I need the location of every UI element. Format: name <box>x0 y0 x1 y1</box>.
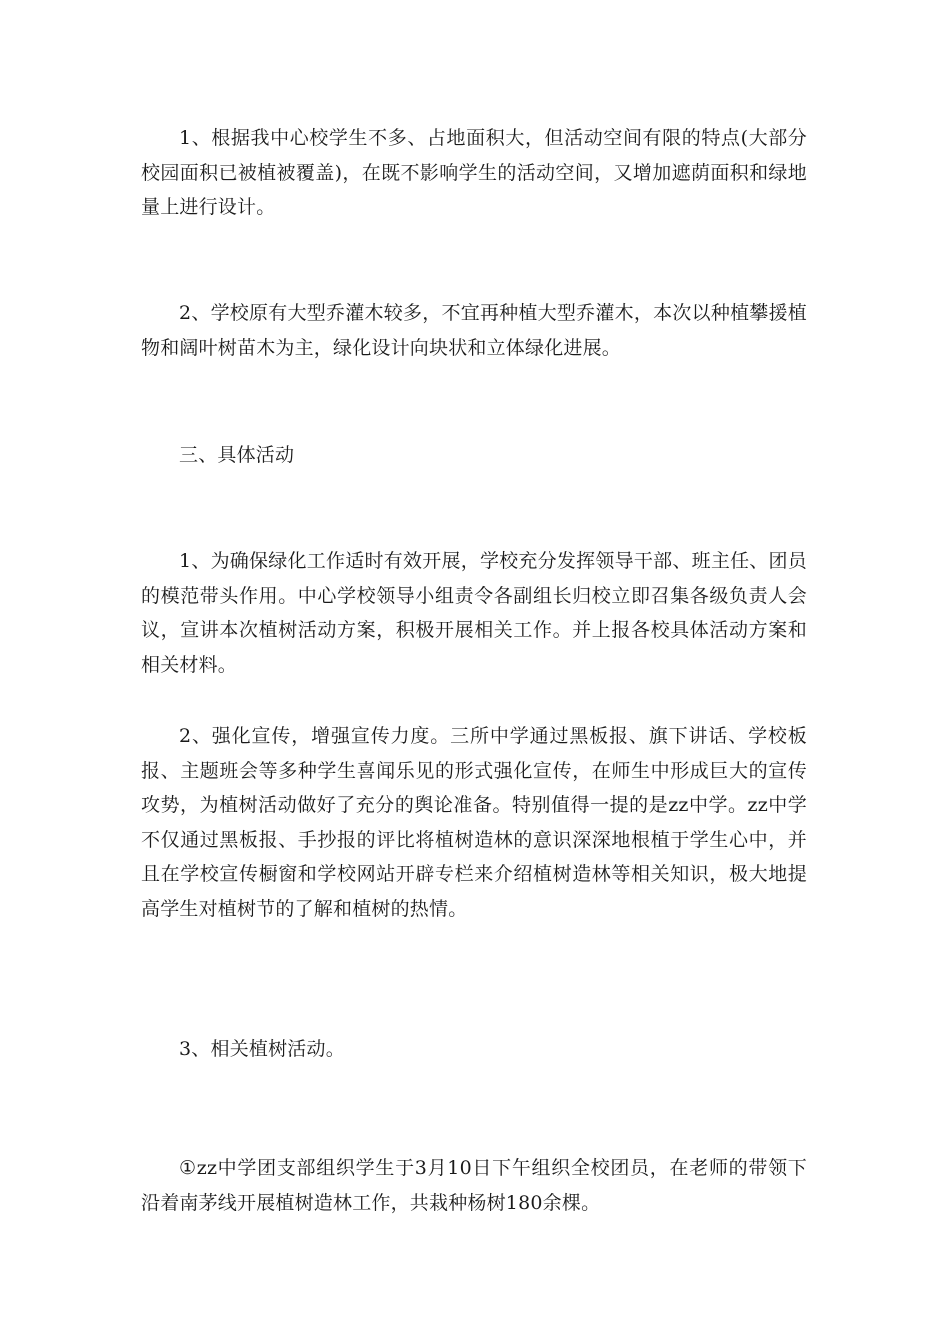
paragraph-activity-2: 2、强化宣传，增强宣传力度。三所中学通过黑板报、旗下讲话、学校板报、主题班会等多种学生喜闻乐见的形式强化宣传，在师生中形成巨大的宣传攻势，为植树活动做好了充分的舆论准备。特别值得一提的是zz中学。zz中学不仅通过黑板报、手抄报的评比将植树造林的意识深深地根植于学生心中，并且在学校宣传橱窗和学校网站开辟专栏来介绍植树造林等相关知识，极大地提高学生对植树节的了解和植树的热情。 <box>141 725 807 920</box>
paragraph-activity-3-item-1: ①zz中学团支部组织学生于3月10日下午组织全校团员，在老师的带领下沿着南茅线开展植树造林工作，共栽种杨树180余棵。 <box>141 1157 807 1214</box>
paragraph-activity-1: 1、为确保绿化工作适时有效开展，学校充分发挥领导干部、班主任、团员的模范带头作用。中心学校领导小组责令各副组长归校立即召集各级负责人会议，宣讲本次植树活动方案，积极开展相关工作。并上报各校具体活动方案和相关材料。 <box>141 550 807 676</box>
section-heading-activities: 三、具体活动 <box>179 444 295 466</box>
paragraph-design-principle-2: 2、学校原有大型乔灌木较多，不宜再种植大型乔灌木，本次以种植攀援植物和阔叶树苗木为主，绿化设计向块状和立体绿化进展。 <box>141 302 807 359</box>
paragraph-design-principle-1: 1、根据我中心校学生不多、占地面积大，但活动空间有限的特点(大部分校园面积已被植被覆盖)，在既不影响学生的活动空间，又增加遮荫面积和绿地量上进行设计。 <box>141 127 807 218</box>
paragraph-activity-3-heading: 3、相关植树活动。 <box>179 1038 345 1060</box>
